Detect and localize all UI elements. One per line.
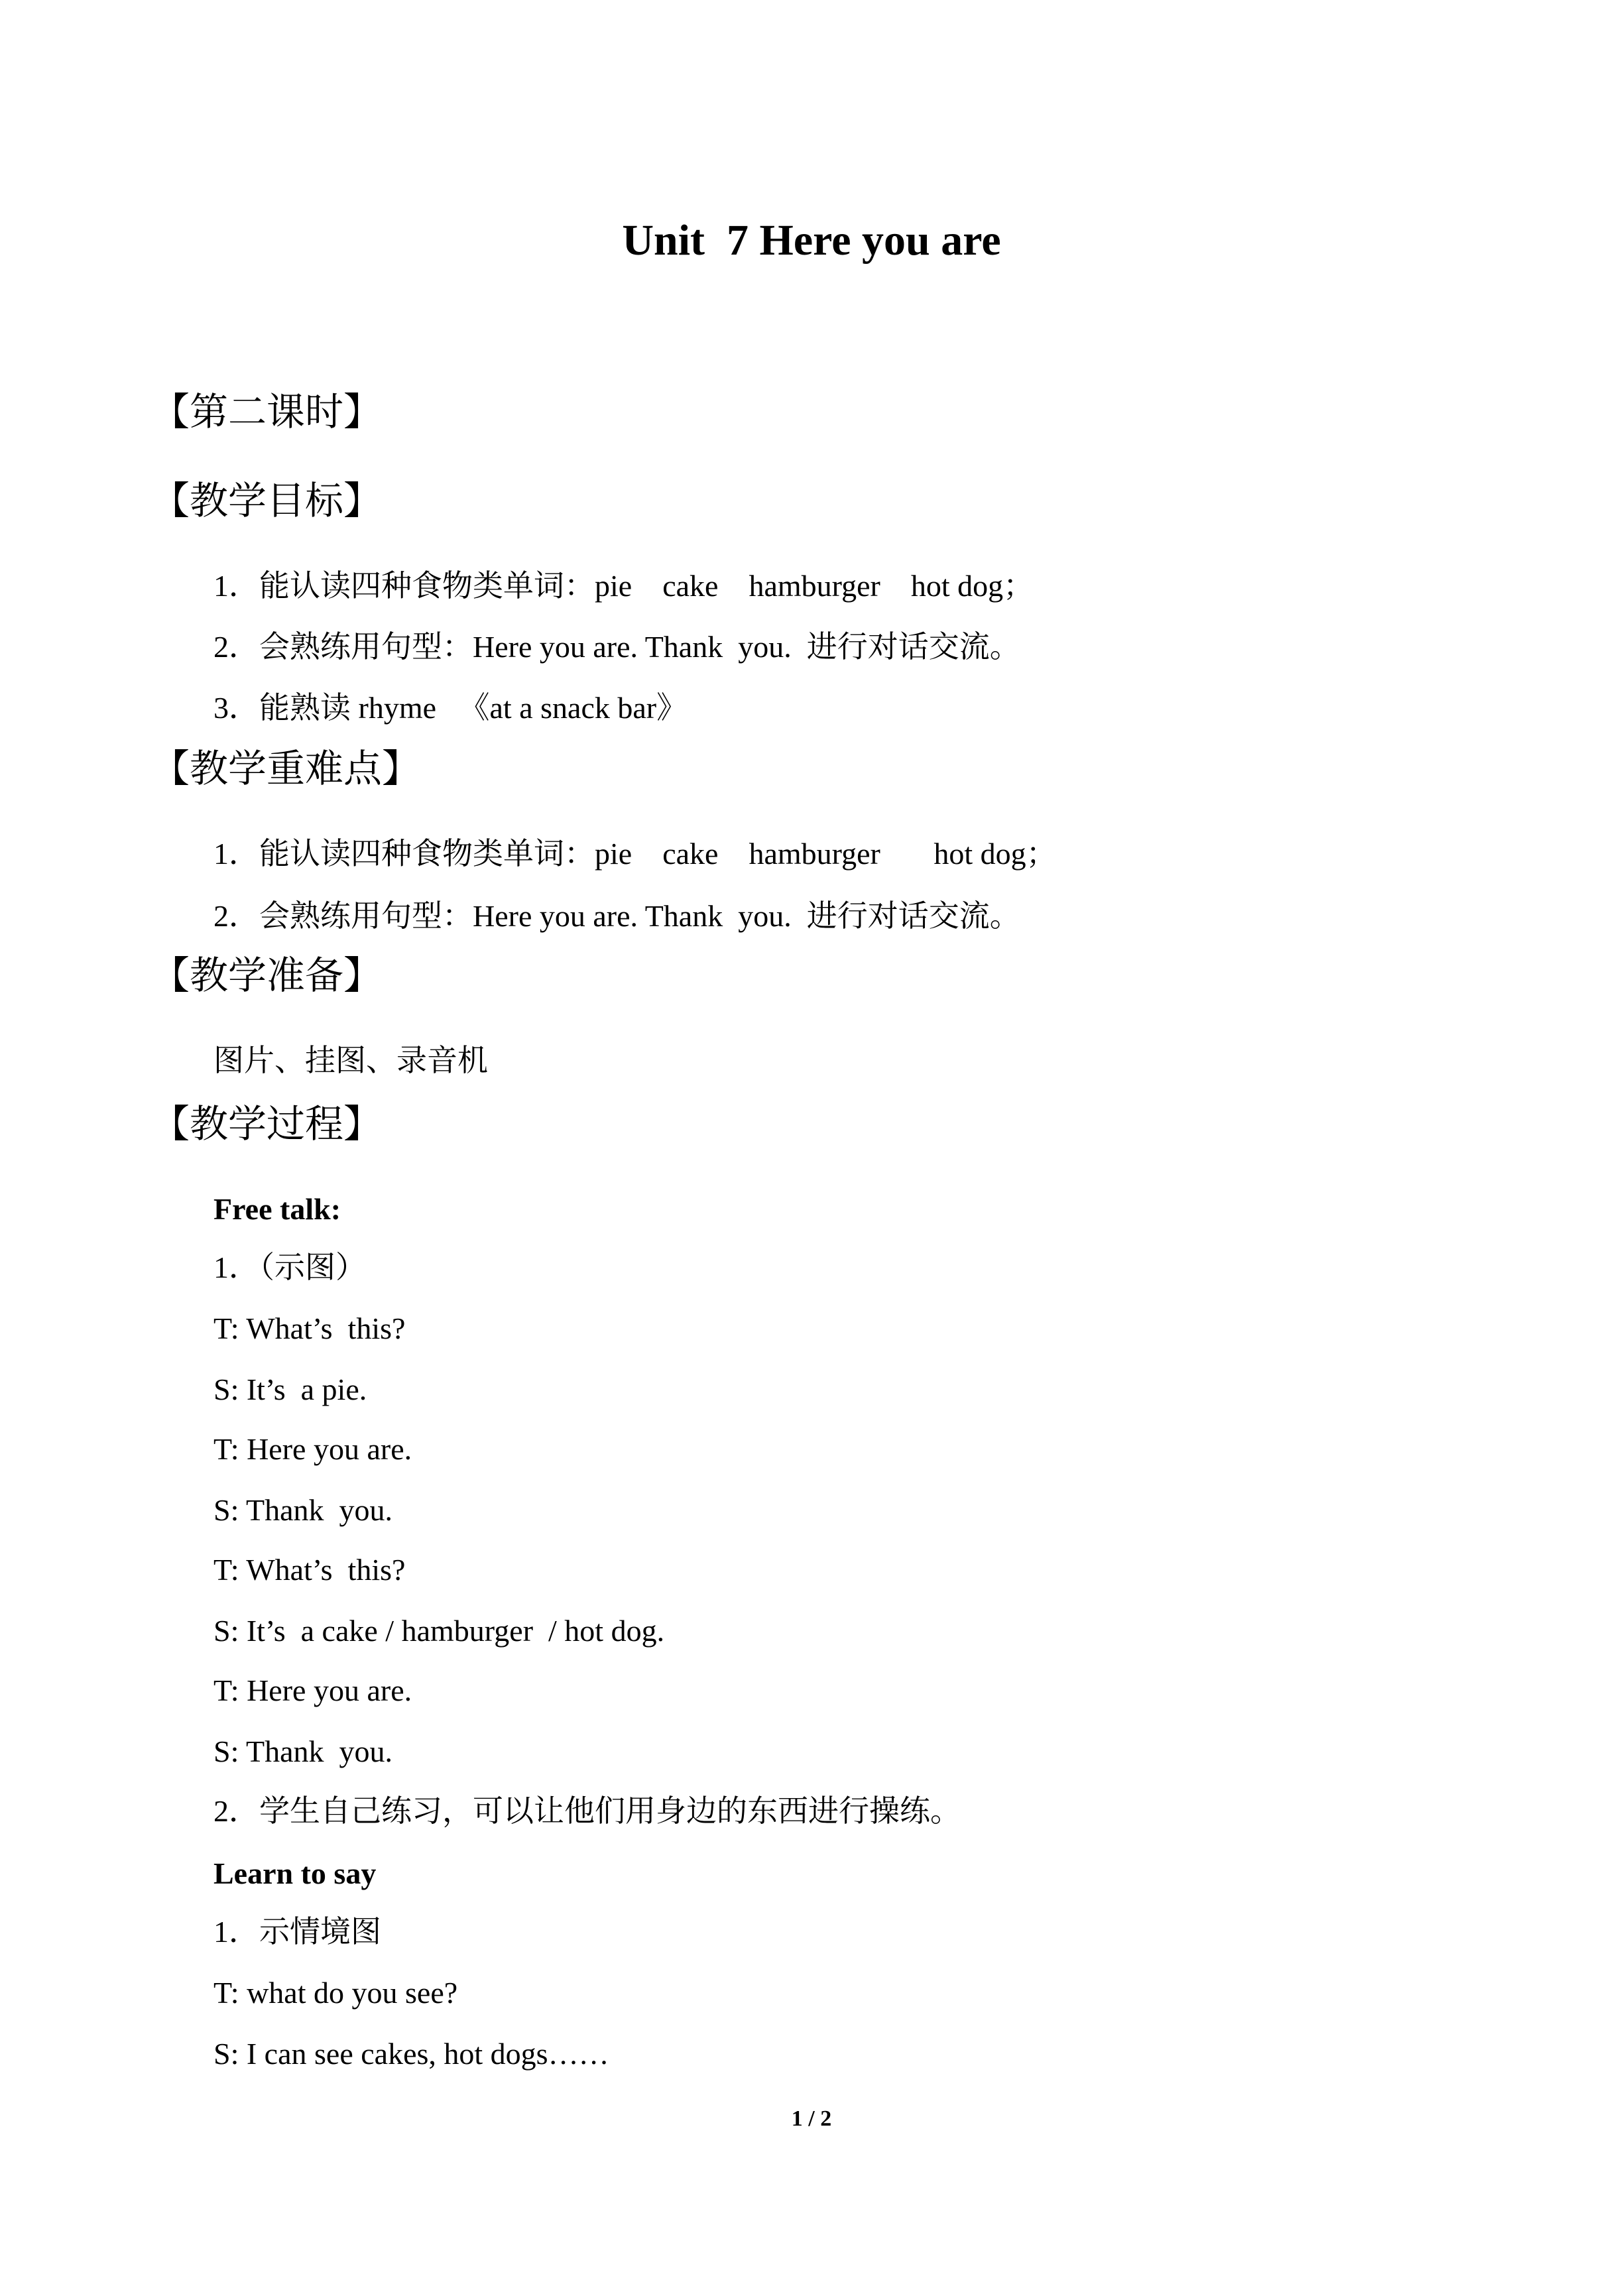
objective-item: 2．会熟练用句型：Here you are. Thank you. 进行对话交流。 bbox=[213, 630, 1020, 664]
key-point-item: 1．能认读四种食物类单词：pie cake hamburger hot dog； bbox=[213, 837, 1057, 871]
learn-to-say-heading: Learn to say bbox=[213, 1856, 377, 1890]
learn-line: 1．示情境图 bbox=[213, 1915, 381, 1949]
key-point-item: 2．会熟练用句型：Here you are. Thank you. 进行对话交流。 bbox=[213, 899, 1020, 933]
key-points-heading: 【教学重难点】 bbox=[151, 747, 421, 790]
free-talk-line: S: Thank you. bbox=[213, 1734, 393, 1768]
free-talk-line: S: It’s a cake / hamburger / hot dog. bbox=[213, 1614, 665, 1648]
free-talk-line: T: What’s this? bbox=[213, 1311, 406, 1345]
learn-line: T: what do you see? bbox=[213, 1976, 458, 2010]
free-talk-line: T: Here you are. bbox=[213, 1432, 412, 1466]
free-talk-line: 2．学生自己练习，可以让他们用身边的东西进行操练。 bbox=[213, 1794, 961, 1828]
free-talk-line: T: What’s this? bbox=[213, 1553, 406, 1587]
process-heading: 【教学过程】 bbox=[151, 1103, 383, 1146]
objectives-heading: 【教学目标】 bbox=[151, 479, 383, 522]
preparation-text: 图片、挂图、录音机 bbox=[213, 1044, 488, 1077]
objective-item: 1．能认读四种食物类单词：pie cake hamburger hot dog； bbox=[213, 569, 1034, 603]
preparation-heading: 【教学准备】 bbox=[151, 954, 383, 997]
lesson-heading: 【第二课时】 bbox=[151, 391, 383, 434]
free-talk-line: 1．（示图） bbox=[213, 1250, 366, 1284]
free-talk-line: S: Thank you. bbox=[213, 1493, 393, 1527]
free-talk-line: S: It’s a pie. bbox=[213, 1372, 367, 1406]
document-title: Unit 7 Here you are bbox=[622, 216, 1001, 265]
free-talk-line: T: Here you are. bbox=[213, 1673, 412, 1707]
page-number: 1 / 2 bbox=[791, 2106, 832, 2131]
free-talk-heading: Free talk: bbox=[213, 1192, 341, 1226]
learn-line: S: I can see cakes, hot dogs…… bbox=[213, 2037, 609, 2071]
objective-item: 3．能熟读 rhyme 《at a snack bar》 bbox=[213, 691, 688, 725]
